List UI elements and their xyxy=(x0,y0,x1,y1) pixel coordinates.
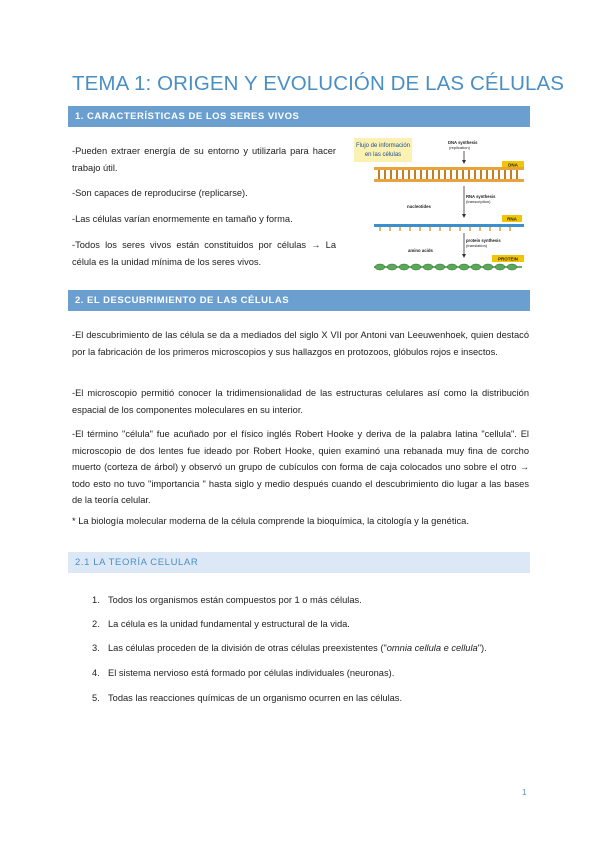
list-number: 2. xyxy=(92,619,100,629)
list-item xyxy=(92,666,394,680)
dna-synthesis-sublabel: (replication) xyxy=(449,145,470,150)
section-heading-2: 2. EL DESCUBRIMIENTO DE LAS CÉLULAS xyxy=(68,290,530,311)
section-heading-2-1: 2.1 LA TEORÍA CELULAR xyxy=(68,552,530,573)
list-item xyxy=(92,641,487,655)
figure-caption-box xyxy=(354,138,412,162)
nucleotides-label: nucleotides xyxy=(407,204,431,209)
section-heading-1: 1. CARACTERÍSTICAS DE LOS SERES VIVOS xyxy=(68,106,530,127)
list-text: La célula es la unidad fundamental y estructural de la vida. xyxy=(108,619,350,629)
paragraph: -El descubrimiento de las célula se da a mediados del siglo X VII por Antoni van Leeuwenhoek, quien destacó por la fabricación de los primeros microscopios y sus hallazgos en protozoos, glóbulos rojos e insectos. xyxy=(72,330,529,357)
list-text-pre: Las células proceden de la división de otras células preexistentes (" xyxy=(108,643,387,653)
paragraph: -Pueden extraer energía de su entorno y utilizarla para hacer trabajo útil. xyxy=(72,146,336,173)
paragraph: -Todos los seres vivos están constituidos por células → La célula es la unidad mínima de los seres vivos. xyxy=(72,240,336,267)
latin-phrase: omnia cellula e cellula xyxy=(386,643,478,653)
protein-synthesis-sublabel: (translation) xyxy=(466,243,488,248)
page-title: TEMA 1: ORIGEN Y EVOLUCIÓN DE LAS CÉLULAS xyxy=(72,72,565,95)
list-number: 3. xyxy=(92,643,100,653)
dna-synthesis-label: DNA synthesis xyxy=(448,140,478,145)
list-text: Todos los organismos están compuestos por 1 o más células. xyxy=(108,595,362,605)
rna-strand xyxy=(374,224,524,227)
rna-label: RNA xyxy=(507,216,517,222)
rna-bases xyxy=(380,227,510,231)
dna-strand-bottom xyxy=(374,179,524,182)
rna-synthesis-sublabel: (transcription) xyxy=(466,199,491,204)
list-text: Todas las reacciones químicas de un organismo ocurren en las células. xyxy=(108,693,403,703)
page-number: 1 xyxy=(522,788,527,797)
list-number: 4. xyxy=(92,668,100,678)
paragraph: -El término "célula" fue acuñado por el físico inglés Robert Hooke y deriva de la palabra latina "cellula". El microscopio de dos lentes fue ideado por Robert Hooke, quien examinó una rebanada muy fina de corcho muerto (corteza de árbol) y observó un grupo de cubículos con forma de caja colocados uno sobre el otro → todo esto no tuvo "importancia " hasta siglo y medio después cuando el descubrimiento dio lugar a las bases de la teoría celular. xyxy=(72,429,529,505)
paragraph: -El microscopio permitió conocer la tridimensionalidad de las estructuras celulares así como la distribución espacial de los componentes moleculares en su interior. xyxy=(72,388,529,415)
figure-caption-line-2: en las células xyxy=(364,152,402,158)
list-number: 1. xyxy=(92,595,100,605)
list-item xyxy=(92,617,350,631)
figure-caption-line-1: Flujo de información xyxy=(355,143,411,149)
protein-synthesis-label: protein synthesis xyxy=(466,238,501,243)
list-item xyxy=(92,691,402,705)
list-text-post: "). xyxy=(477,643,487,653)
list-number: 5. xyxy=(92,693,100,703)
dna-label: DNA xyxy=(508,162,518,168)
paragraph: -Son capaces de reproducirse (replicarse). xyxy=(72,188,248,198)
protein-label: PROTEIN xyxy=(497,256,519,262)
dna-base-pairs xyxy=(379,170,517,179)
list-text: El sistema nervioso está formado por células individuales (neuronas). xyxy=(108,668,395,678)
rna-synthesis-label: RNA synthesis xyxy=(466,194,496,199)
paragraph: -Las células varían enormemente en tamaño y forma. xyxy=(72,214,293,224)
list-item xyxy=(92,593,362,607)
information-flow-figure xyxy=(352,136,528,276)
amino-acids-label: amino acids xyxy=(408,248,433,253)
dna-strand-top xyxy=(374,167,524,170)
footnote-paragraph: * La biología molecular moderna de la célula comprende la bioquímica, la citología y la genética. xyxy=(72,516,469,526)
